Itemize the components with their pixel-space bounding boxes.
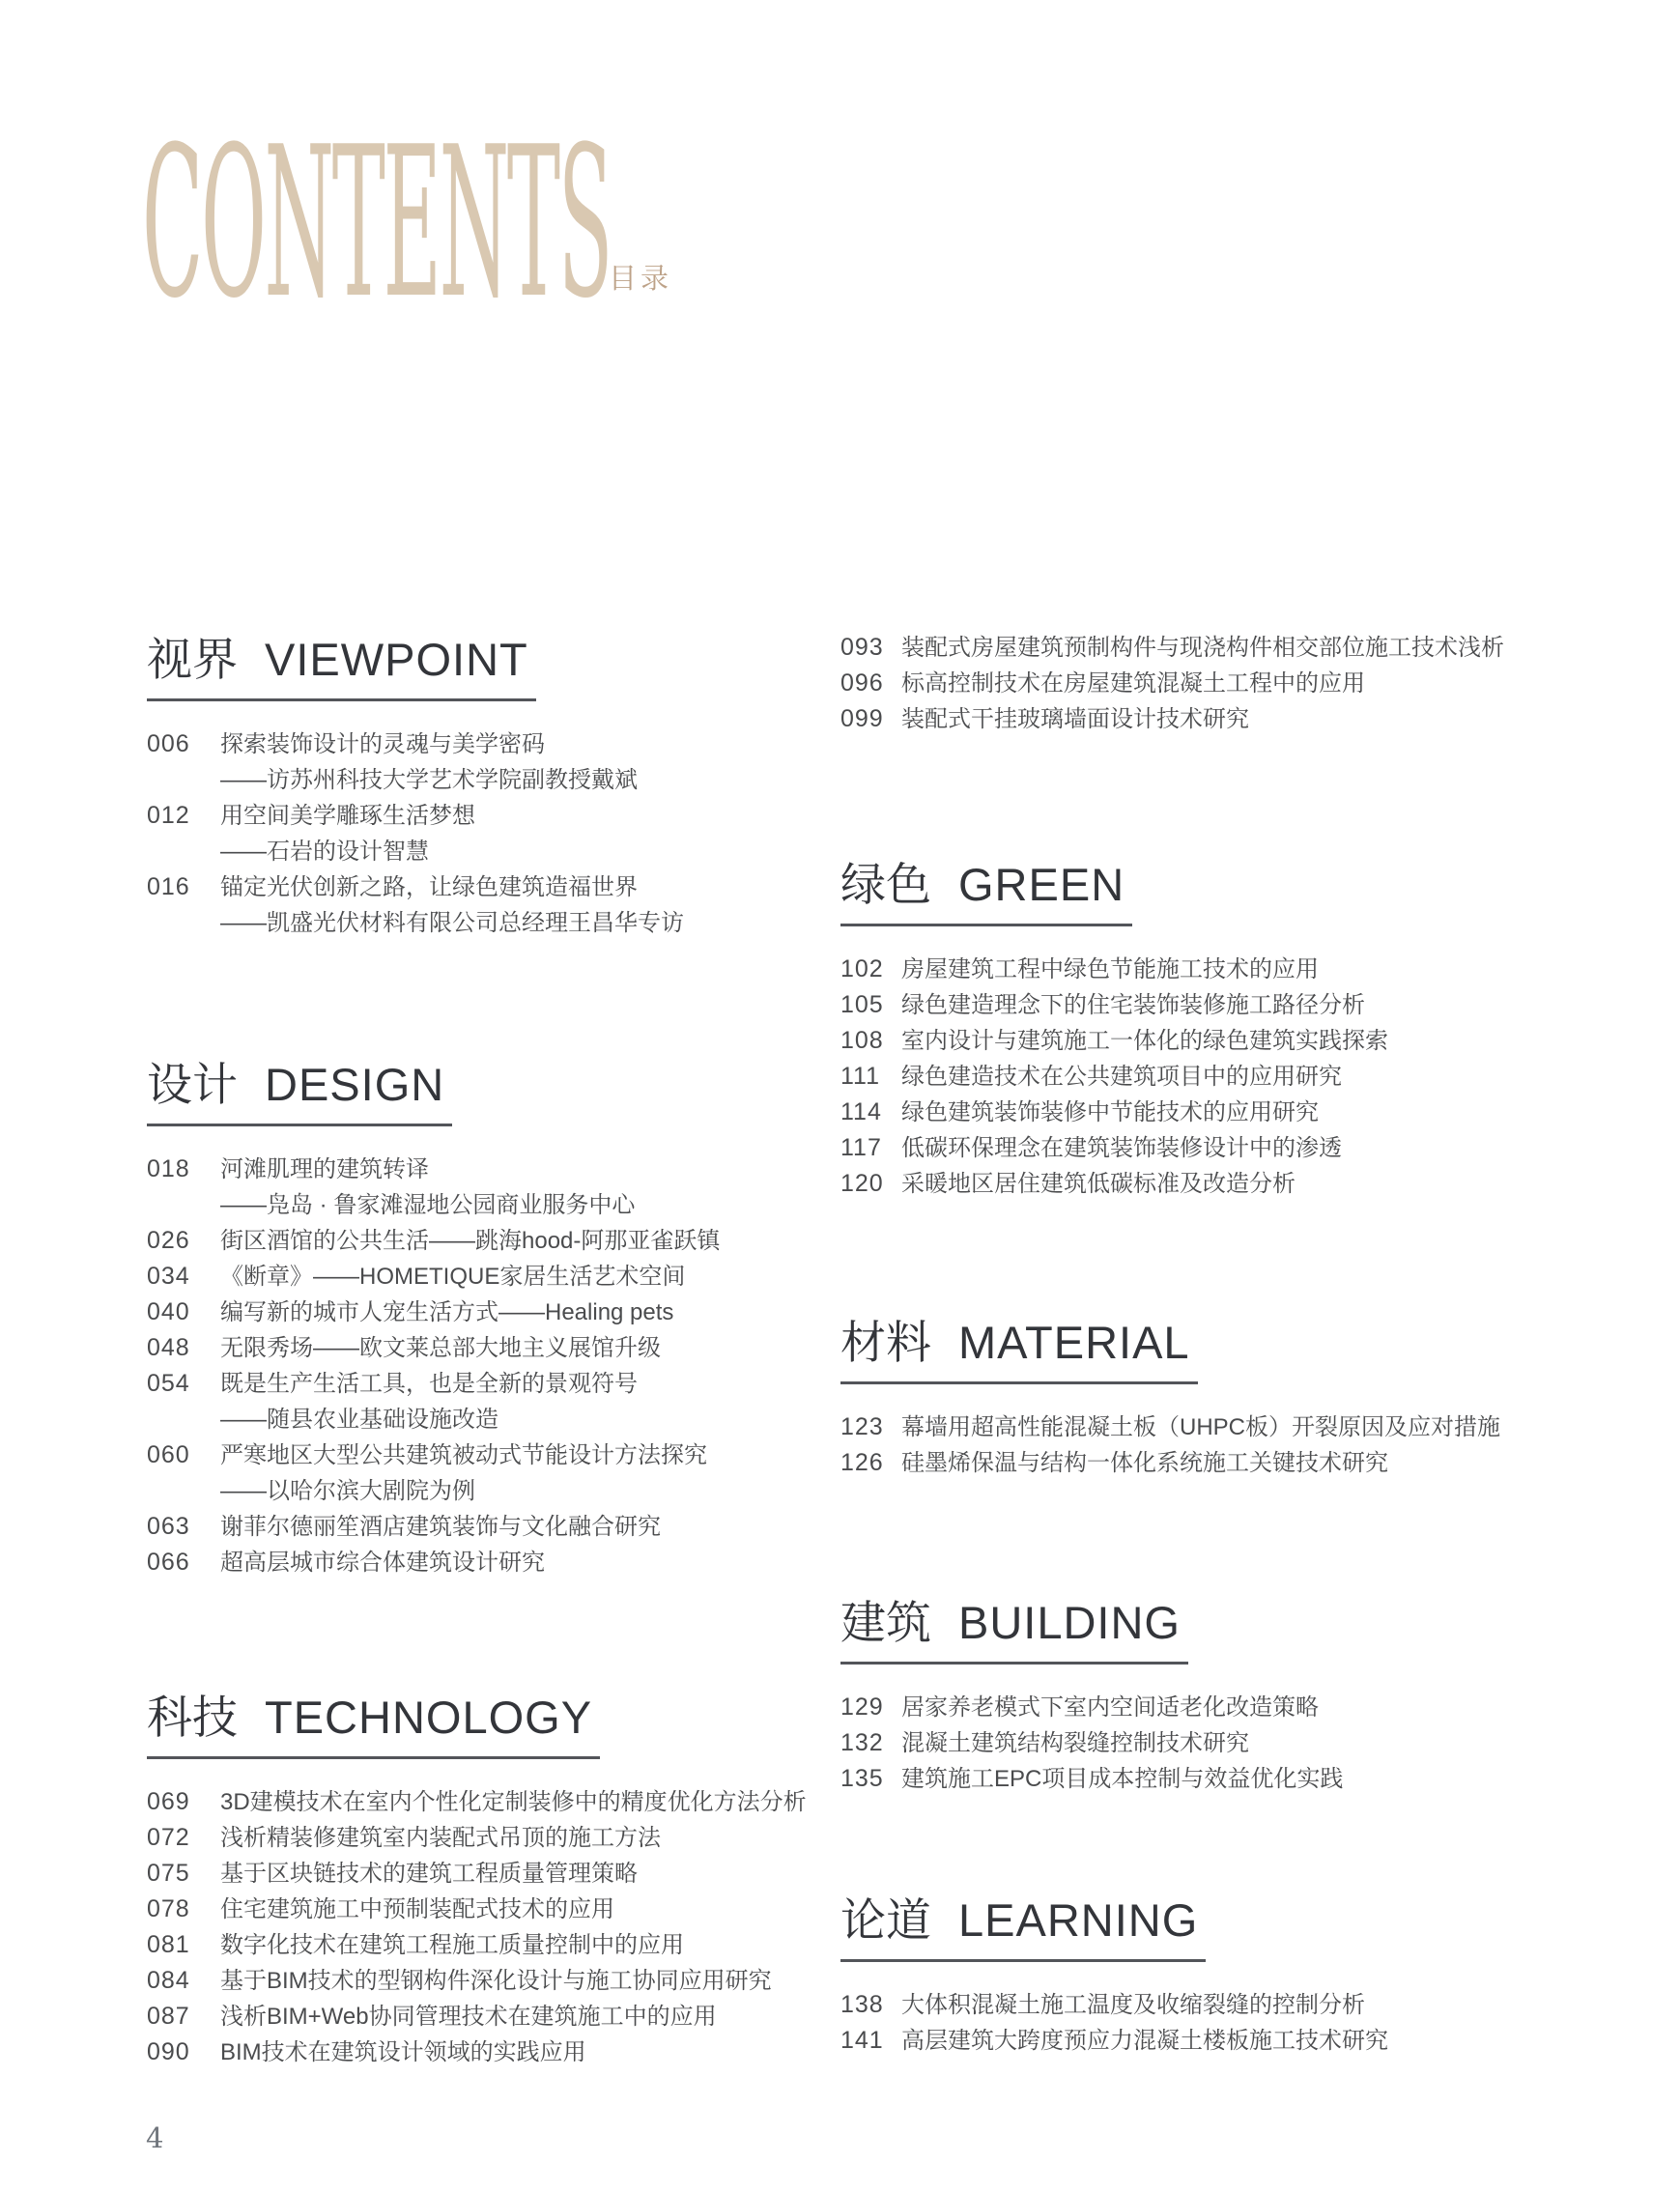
section-title-zh: 材料 [840, 1317, 931, 1368]
item-title-line: 用空间美学雕琢生活梦想 [220, 803, 475, 829]
item-title [901, 1130, 1342, 1166]
item-page-number: 087 [147, 2003, 190, 2030]
toc-item [840, 701, 1504, 737]
item-title-line: 标高控制技术在房屋建筑混凝土工程中的应用 [901, 670, 1365, 697]
section-title-en: LEARNING [958, 1894, 1199, 1946]
section-title-zh: 论道 [840, 1894, 931, 1946]
toc-section-green [840, 858, 1388, 1202]
item-page-number: 129 [840, 1693, 884, 1721]
item-title-line: 3D建模技术在室内个性化定制装修中的精度优化方法分析 [220, 1789, 807, 1815]
section-title-zh: 科技 [147, 1692, 238, 1743]
item-title-line: 混凝土建筑结构裂缝控制技术研究 [901, 1730, 1249, 1756]
toc-section-continued [840, 630, 1504, 737]
item-page-number: 117 [840, 1134, 882, 1161]
section-title-zh: 设计 [147, 1059, 238, 1110]
item-title-line: 绿色建筑装饰装修中节能技术的应用研究 [901, 1099, 1319, 1125]
item-page-number: 075 [147, 1860, 190, 1887]
item-title-line: 探索装饰设计的灵魂与美学密码 [220, 731, 545, 757]
item-page-number: 084 [147, 1967, 190, 1994]
item-page-number: 072 [147, 1824, 190, 1851]
toc-item [840, 1761, 1343, 1797]
item-page-number: 054 [147, 1370, 190, 1397]
item-title-line: 绿色建造技术在公共建筑项目中的应用研究 [901, 1064, 1342, 1090]
item-title-line: 硅墨烯保温与结构一体化系统施工关键技术研究 [901, 1450, 1388, 1476]
item-title [901, 1095, 1319, 1130]
item-title-line: 锚定光伏创新之路，让绿色建筑造福世界 [220, 874, 638, 900]
item-title-line: 数字化技术在建筑工程施工质量控制中的应用 [220, 1932, 684, 1958]
section-heading [840, 1893, 1206, 1962]
item-page-number: 093 [840, 634, 884, 661]
section-heading [840, 1316, 1198, 1384]
item-page-number: 048 [147, 1334, 190, 1361]
section-title-en: TECHNOLOGY [265, 1692, 593, 1743]
toc-item [840, 2023, 1388, 2059]
item-title [901, 1023, 1388, 1059]
item-page-number: 060 [147, 1441, 190, 1468]
item-title [901, 1166, 1296, 1202]
toc-item [840, 1725, 1343, 1761]
item-page-number: 012 [147, 802, 190, 829]
item-title [901, 952, 1319, 987]
toc-item [840, 1690, 1343, 1725]
item-title-line: BIM技术在建筑设计领域的实践应用 [220, 2039, 586, 2065]
item-title-line: 《断章》——HOMETIQUE家居生活艺术空间 [220, 1264, 686, 1290]
item-title [901, 630, 1504, 666]
item-title-line: 住宅建筑施工中预制装配式技术的应用 [220, 1896, 614, 1922]
item-title [901, 987, 1365, 1023]
section-title-zh: 建筑 [840, 1597, 931, 1648]
item-title [901, 666, 1365, 701]
item-page-number: 034 [147, 1263, 190, 1290]
item-page-number: 026 [147, 1227, 190, 1254]
section-title-en: GREEN [958, 859, 1125, 910]
item-page-number: 099 [840, 705, 884, 732]
item-title [901, 701, 1249, 737]
magazine-contents-title: CONTENTS [142, 101, 612, 344]
toc-section-learning [840, 1893, 1388, 2059]
section-item-list [840, 1690, 1343, 1797]
toc-item [840, 1987, 1388, 2023]
section-item-list [840, 1409, 1500, 1481]
item-title [901, 1987, 1365, 2023]
item-page-number: 138 [840, 1991, 884, 2018]
item-title-line: 基于区块链技术的建筑工程质量管理策略 [220, 1861, 638, 1887]
item-page-number: 081 [147, 1931, 190, 1958]
toc-item [840, 1445, 1500, 1481]
item-title-line: 幕墙用超高性能混凝土板（UHPC板）开裂原因及应对措施 [901, 1414, 1501, 1440]
item-subtitle-line: ——访苏州科技大学艺术学院副教授戴斌 [220, 767, 638, 793]
section-title-en: VIEWPOINT [265, 634, 528, 685]
item-title-line: 低碳环保理念在建筑装饰装修设计中的渗透 [901, 1135, 1342, 1161]
item-page-number: 123 [840, 1413, 884, 1440]
item-page-number: 111 [840, 1063, 881, 1090]
toc-section-building [840, 1596, 1343, 1797]
item-title-line: 谢菲尔德丽笙酒店建筑装饰与文化融合研究 [220, 1514, 661, 1540]
item-title-line: 居家养老模式下室内空间适老化改造策略 [901, 1694, 1319, 1721]
item-page-number: 141 [840, 2027, 884, 2054]
item-title-line: 街区酒馆的公共生活——跳海hood-阿那亚雀跃镇 [220, 1228, 721, 1254]
section-item-list [840, 952, 1388, 1202]
section-title-en: DESIGN [265, 1059, 445, 1110]
toc-item [840, 1166, 1388, 1202]
item-title-line: 基于BIM技术的型钢构件深化设计与施工协同应用研究 [220, 1968, 772, 1994]
item-title-line: 房屋建筑工程中绿色节能施工技术的应用 [901, 956, 1319, 982]
item-title [901, 1761, 1343, 1797]
toc-section-material [840, 1316, 1500, 1481]
item-page-number: 016 [147, 873, 190, 900]
item-title-line: 无限秀场——欧文莱总部大地主义展馆升级 [220, 1335, 661, 1361]
item-title-line: 采暖地区居住建筑低碳标准及改造分析 [901, 1171, 1296, 1197]
section-heading [840, 858, 1132, 926]
section-title-zh: 绿色 [840, 859, 931, 910]
section-title-en: BUILDING [958, 1597, 1181, 1648]
item-subtitle-line: ——以哈尔滨大剧院为例 [220, 1478, 475, 1504]
item-title [901, 1059, 1342, 1095]
item-page-number: 018 [147, 1155, 190, 1182]
item-title [901, 1690, 1319, 1725]
item-page-number: 102 [840, 955, 884, 982]
item-title-line: 浅析精装修建筑室内装配式吊顶的施工方法 [220, 1825, 661, 1851]
item-title-line: 既是生产生活工具，也是全新的景观符号 [220, 1371, 638, 1397]
item-page-number: 090 [147, 2038, 190, 2065]
item-page-number: 040 [147, 1298, 190, 1325]
toc-item [840, 1095, 1388, 1130]
item-title-line: 高层建筑大跨度预应力混凝土楼板施工技术研究 [901, 2028, 1388, 2054]
toc-item [840, 1409, 1500, 1445]
toc-item [840, 987, 1388, 1023]
item-title-line: 建筑施工EPC项目成本控制与效益优化实践 [901, 1766, 1344, 1792]
item-page-number: 135 [840, 1765, 884, 1792]
item-title-line: 超高层城市综合体建筑设计研究 [220, 1550, 545, 1576]
item-subtitle-line: ——凫岛 · 鲁家滩湿地公园商业服务中心 [220, 1192, 636, 1218]
toc-item [840, 952, 1388, 987]
item-page-number: 114 [840, 1098, 882, 1125]
item-title-line: 编写新的城市人宠生活方式——Healing pets [220, 1299, 674, 1325]
item-page-number: 078 [147, 1895, 190, 1922]
item-page-number: 132 [840, 1729, 884, 1756]
item-page-number: 105 [840, 991, 884, 1018]
toc-item [840, 630, 1504, 666]
toc-item [840, 666, 1504, 701]
item-page-number: 063 [147, 1513, 190, 1540]
section-title-en: MATERIAL [958, 1317, 1190, 1368]
item-title-line: 浅析BIM+Web协同管理技术在建筑施工中的应用 [220, 2004, 717, 2030]
item-title-line: 装配式干挂玻璃墙面设计技术研究 [901, 706, 1249, 732]
item-page-number: 108 [840, 1027, 884, 1054]
item-page-number: 066 [147, 1549, 190, 1576]
item-title [901, 1445, 1388, 1481]
item-title-line: 室内设计与建筑施工一体化的绿色建筑实践探索 [901, 1028, 1388, 1054]
toc-item [840, 1023, 1388, 1059]
toc-item [840, 1130, 1388, 1166]
item-title-line: 严寒地区大型公共建筑被动式节能设计方法探究 [220, 1442, 707, 1468]
section-title-zh: 视界 [147, 634, 238, 685]
item-page-number: 006 [147, 730, 190, 757]
section-item-list [840, 630, 1504, 737]
section-item-list [840, 1987, 1388, 2059]
item-subtitle-line: ——凯盛光伏材料有限公司总经理王昌华专访 [220, 910, 684, 936]
item-page-number: 096 [840, 669, 884, 697]
item-title-line: 装配式房屋建筑预制构件与现浇构件相交部位施工技术浅析 [901, 635, 1504, 661]
item-page-number: 069 [147, 1788, 190, 1815]
item-subtitle-line: ——石岩的设计智慧 [220, 839, 429, 865]
item-title-line: 河滩肌理的建筑转译 [220, 1156, 429, 1182]
toc-item [840, 1059, 1388, 1095]
section-heading [840, 1596, 1188, 1665]
masthead-subtitle-mulu: 目录 [609, 264, 673, 295]
item-title [901, 1725, 1249, 1761]
item-title [901, 1409, 1500, 1445]
item-title-line: 大体积混凝土施工温度及收缩裂缝的控制分析 [901, 1992, 1365, 2018]
item-title [901, 2023, 1388, 2059]
item-page-number: 126 [840, 1449, 884, 1476]
item-subtitle-line: ——随县农业基础设施改造 [220, 1407, 498, 1433]
item-page-number: 120 [840, 1170, 884, 1197]
page-number: 4 [146, 2121, 164, 2154]
item-title-line: 绿色建造理念下的住宅装饰装修施工路径分析 [901, 992, 1365, 1018]
